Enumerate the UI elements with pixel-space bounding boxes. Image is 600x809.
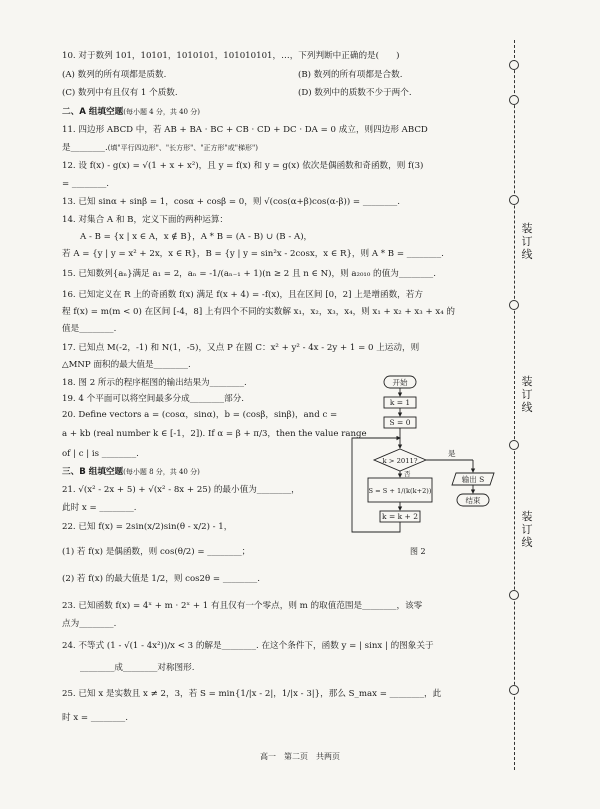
program-flowchart <box>348 372 498 544</box>
q11-blank: 是________. <box>62 143 108 153</box>
q10-option-c: (C) 数列中有且仅有 1 个质数. <box>62 88 178 98</box>
q22-line2: (1) 若 f(x) 是偶函数，则 cos(θ/2) = ________； <box>62 547 251 557</box>
q14-line1: 14. 对集合 A 和 B，定义下面的两种运算： <box>62 215 229 225</box>
q14-line3: 若 A = {y | y = x² + 2x，x ∈ R}，B = {y | y = sin²x - 2cosx，x ∈ R}，则 A * B = ________. <box>62 249 444 259</box>
binding-hole <box>509 95 519 105</box>
q25-line2: 时 x = ________. <box>62 713 128 723</box>
q22-line1: 22. 已知 f(x) = 2sin(x/2)sin(θ - x/2) - 1， <box>62 522 233 532</box>
q19: 19. 4 个平面可以将空间最多分成________部分. <box>62 394 245 404</box>
binding-hole <box>509 60 519 70</box>
q11-line2 <box>62 142 258 154</box>
flow-condition-label: k > 2011? <box>382 457 418 465</box>
q16-line3: 值是________. <box>62 324 117 334</box>
section-a-title: 二、A 组填空题 <box>62 107 124 117</box>
q21-line2: 此时 x = ________. <box>62 503 137 513</box>
flow-end-label: 结束 <box>465 496 481 505</box>
q23-line1: 23. 已知函数 f(x) = 4ˣ + m · 2ˣ + 1 有且仅有一个零点，则 m 的取值范围是________，该零 <box>62 601 423 611</box>
binding-dashed-line <box>514 40 515 770</box>
q10-stem: 10. 对于数列 101，10101，1010101，101010101，…，下列判断中正确的是( ) <box>62 51 400 61</box>
q24-line1: 24. 不等式 (1 - √(1 - 4x²))/x < 3 的解是________. 在这个条件下，函数 y = | sinx | 的图象关于 <box>62 641 434 651</box>
binding-label: 装订线 <box>521 510 533 549</box>
flow-increment-label: k = k + 2 <box>382 512 418 521</box>
flow-body-label: S = S + 1/(k(k+2)) <box>368 487 432 495</box>
q22-line3: (2) 若 f(x) 的最大值是 1/2，则 cos2θ = ________. <box>62 574 260 584</box>
q10-option-b: (B) 数列的所有项都是合数. <box>298 70 403 80</box>
section-a-heading <box>62 106 200 118</box>
page-footer: 高一 第二页 共两页 <box>260 752 340 761</box>
flow-start-label: 开始 <box>392 378 408 387</box>
q23-line2: 点为________. <box>62 619 117 629</box>
q17-line2: △MNP 面积的最大值是________. <box>62 360 191 370</box>
q14-line2: A - B = {x | x ∈ A，x ∉ B}，A * B = (A - B) ∪ (B - A)， <box>80 232 313 242</box>
flow-output-label: 输出 S <box>461 475 485 484</box>
q15: 15. 已知数列{aₙ}满足 a₁ = 2，aₙ = -1/(aₙ₋₁ + 1)(n ≥ 2 且 n ∈ N)，则 a₂₀₁₀ 的值为________. <box>62 269 436 279</box>
figure-caption: 图 2 <box>410 547 426 556</box>
flow-no-label: 否 <box>404 470 411 478</box>
q20-line1: 20. Define vectors a = (cosα，sinα)，b = (cosβ，sinβ)，and c = <box>62 410 338 420</box>
flow-yes-label: 是 <box>448 449 456 458</box>
binding-hole <box>509 300 519 310</box>
section-b-note: (每小题 8 分，共 40 分) <box>123 468 200 476</box>
q12-line2: = ________. <box>62 179 110 189</box>
section-a-note: (每小题 4 分，共 40 分) <box>123 108 200 116</box>
binding-hole <box>509 195 519 205</box>
q16-line2: 程 f(x) = m(m < 0) 在区间 [-4，8] 上有四个不同的实数解 x₁，x₂，x₃，x₄，则 x₁ + x₂ + x₃ + x₄ 的 <box>62 307 455 317</box>
q11-line1: 11. 四边形 ABCD 中，若 AB + BA · BC + CB · CD + DC · DA = 0 成立，则四边形 ABCD <box>62 125 428 135</box>
flow-init-s-label: S = 0 <box>389 418 411 427</box>
q20-line3: of | c | is ________. <box>62 449 139 459</box>
q24-line2: ________成________对称图形. <box>80 663 195 673</box>
q18: 18. 图 2 所示的程序框图的输出结果为________. <box>62 378 247 388</box>
binding-label: 装订线 <box>521 222 533 261</box>
flow-init-k-label: k = 1 <box>389 398 411 407</box>
q21-line1: 21. √(x² - 2x + 5) + √(x² - 8x + 25) 的最小值为________， <box>62 485 300 495</box>
q10-option-d: (D) 数列中的质数不少于两个. <box>298 88 412 98</box>
q17-line1: 17. 已知点 M(-2，-1) 和 N(1，-5)，又点 P 在圆 C：x² + y² - 4x - 2y + 1 = 0 上运动，则 <box>62 343 420 353</box>
section-b-heading <box>62 466 200 478</box>
q16-line1: 16. 已知定义在 R 上的奇函数 f(x) 满足 f(x + 4) = -f(x)，且在区间 [0，2] 上是增函数，若方 <box>62 290 423 300</box>
q10-option-a: (A) 数列的所有项都是质数. <box>62 70 167 80</box>
binding-label: 装订线 <box>521 375 533 414</box>
q12-line1: 12. 设 f(x) - g(x) = √(1 + x + x²)，且 y = f(x) 和 y = g(x) 依次是偶函数和奇函数，则 f(3) <box>62 161 424 171</box>
binding-hole <box>509 590 519 600</box>
q25-line1: 25. 已知 x 是实数且 x ≠ 2，3，若 S = min{1/|x - 2|，1/|x - 3|}，那么 S_max = ________，此 <box>62 689 442 699</box>
q11-hint: (填"平行四边形"、"长方形"、"正方形"或"梯形") <box>107 144 258 152</box>
binding-hole <box>509 440 519 450</box>
section-b-title: 三、B 组填空题 <box>62 467 124 477</box>
q20-line2: a + kb (real number k ∈ [-1，2]). If α = β + π/3，then the value range <box>62 429 367 439</box>
binding-hole <box>509 685 519 695</box>
q13: 13. 已知 sinα + sinβ = 1，cosα + cosβ = 0，则 √(cos(α+β)cos(α-β)) = ________. <box>62 197 400 207</box>
